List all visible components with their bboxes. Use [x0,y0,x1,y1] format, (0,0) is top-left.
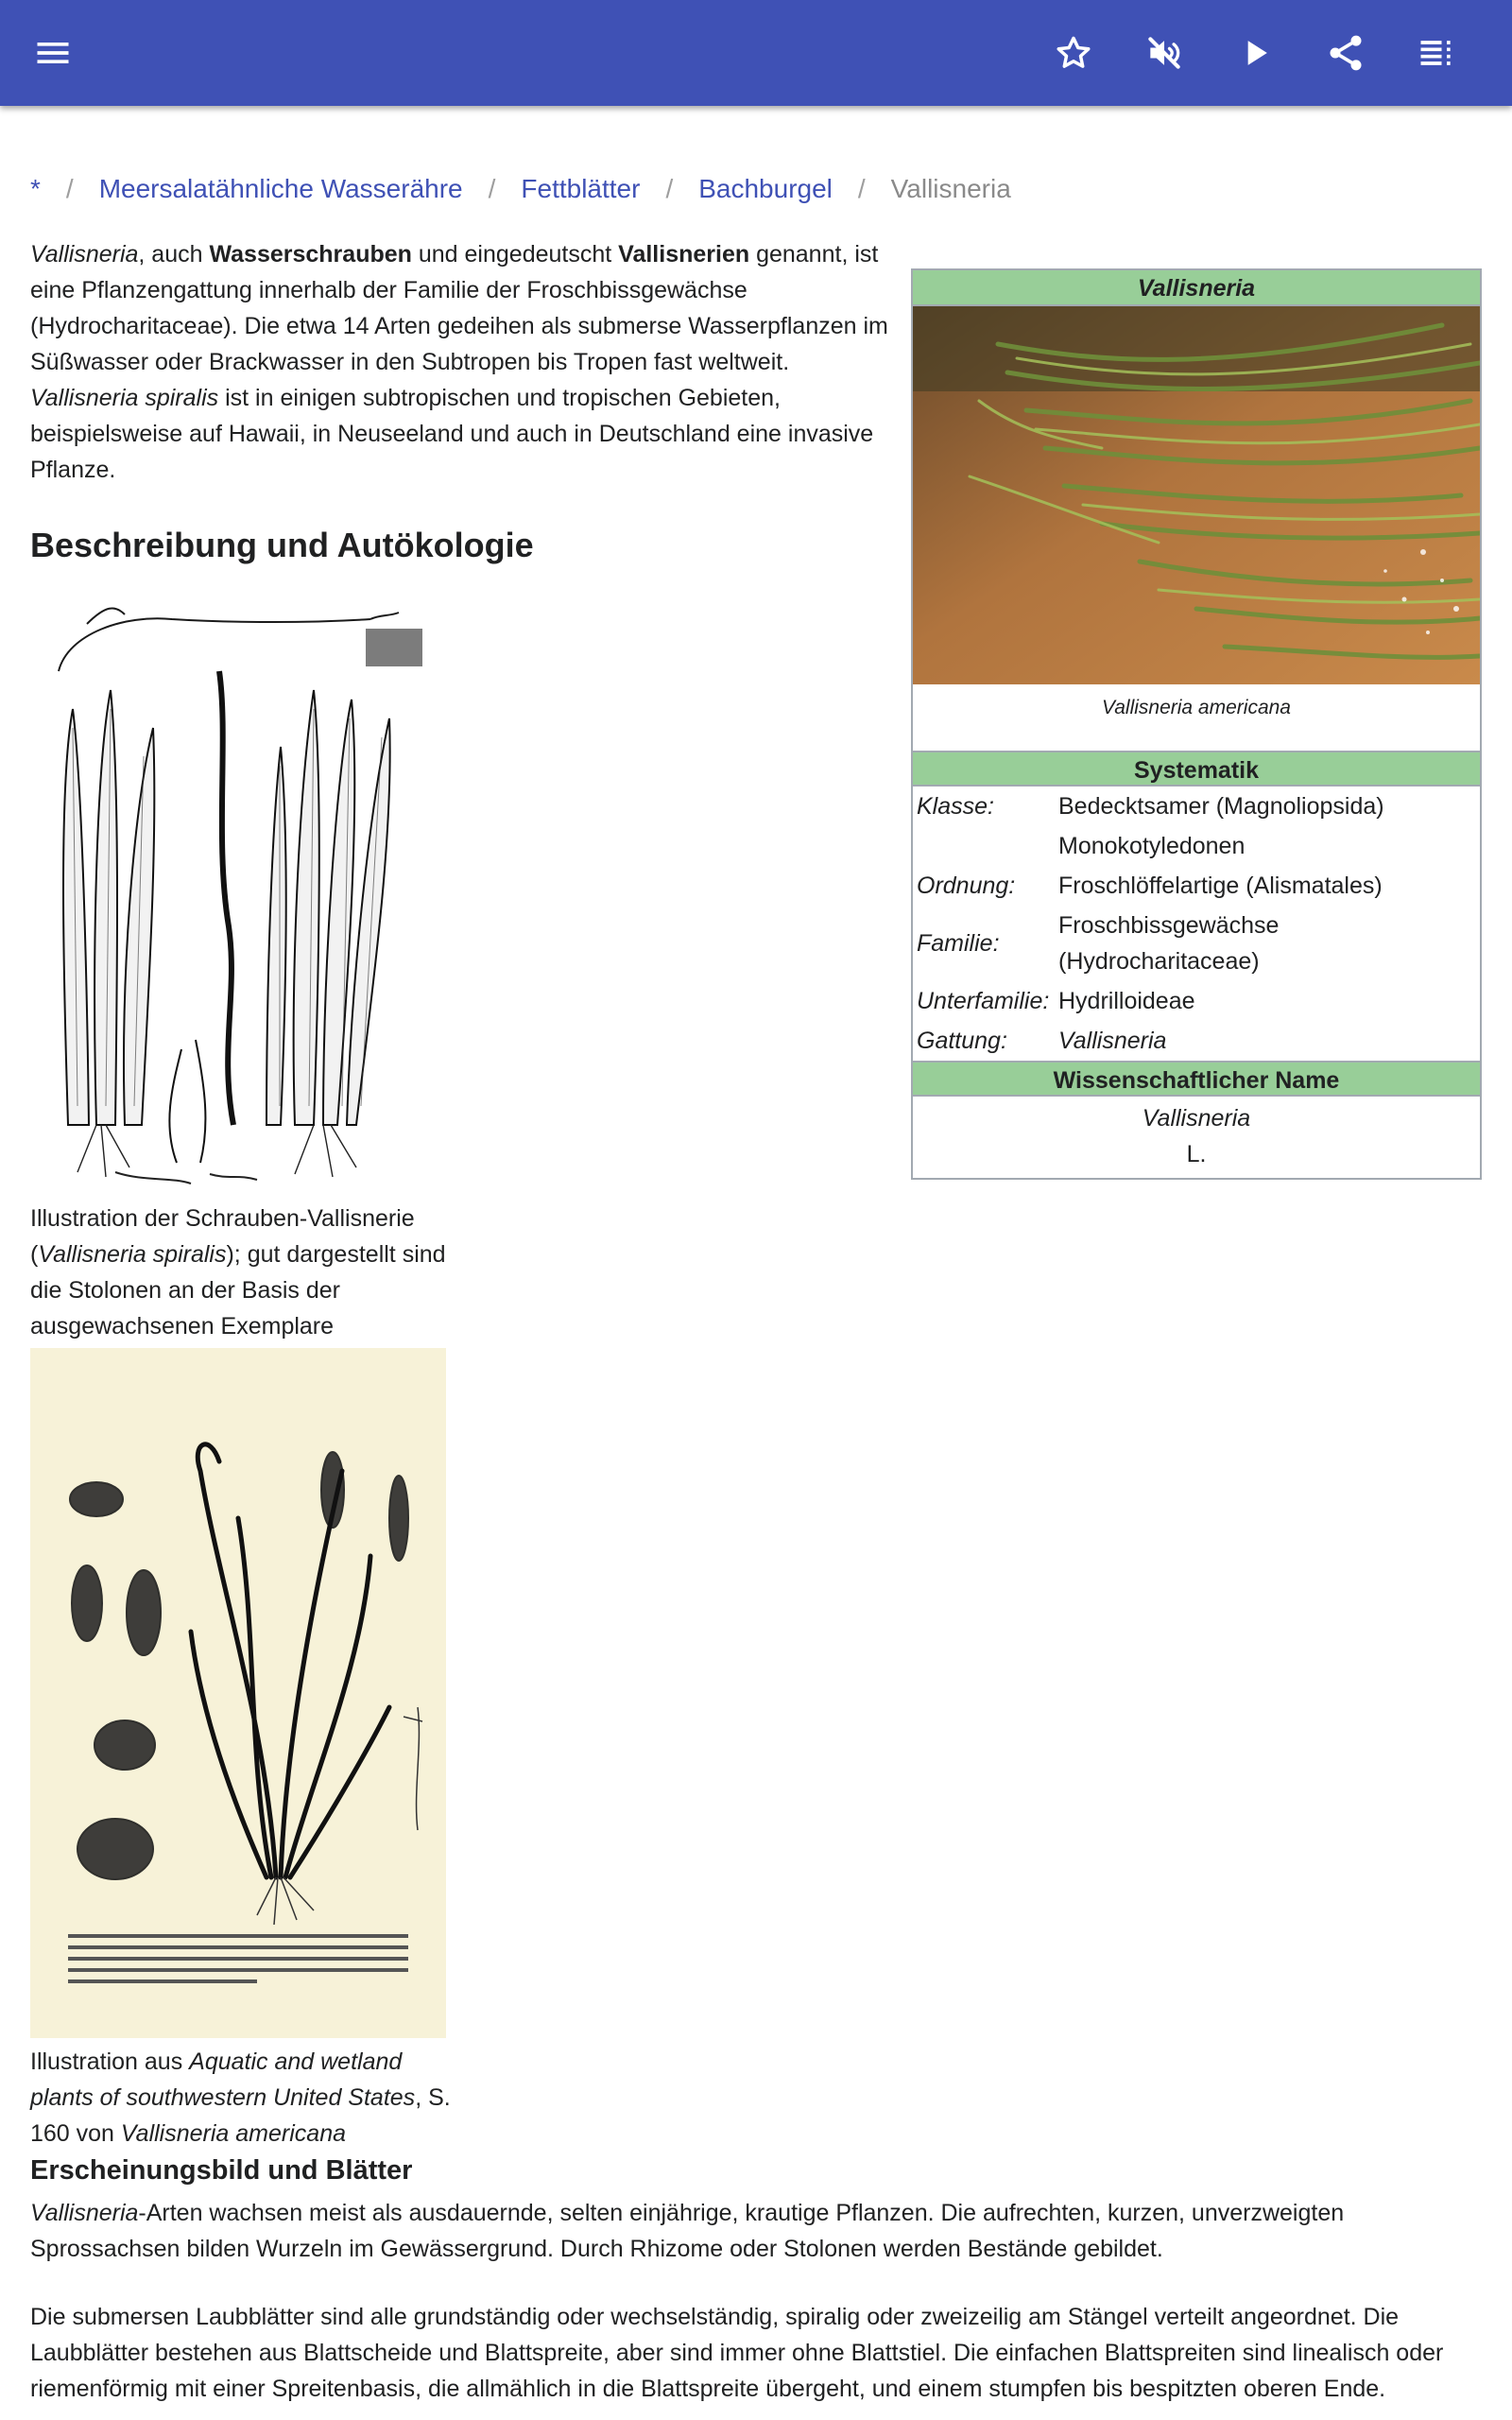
figure2-caption [30,2044,465,2152]
mute-button[interactable] [1138,26,1191,79]
intro-paragraph [30,236,890,488]
play-icon [1234,32,1276,74]
breadcrumb [30,170,1011,208]
scientific-author: L. [1186,1141,1207,1167]
subsection-heading: Erscheinungsbild und Blätter [30,2155,413,2186]
intro-text: ist in einigen subtropischen und tropischen Gebieten, beispielsweise auf Hawaii, in Neuseeland und auch in Deutschland eine invasive Pflanze. [30,385,874,483]
breadcrumb-separator: / [488,174,496,203]
taxonomy-rank [913,826,1055,866]
genus-name: Vallisneria [30,241,139,268]
common-name: Wasserschrauben [209,241,412,268]
scientific-name-text: Vallisneria [1142,1105,1251,1132]
taxonomy-table [913,786,1480,1061]
menu-button[interactable] [26,26,79,79]
taxonomy-value[interactable]: Monokotyledonen [1058,833,1246,859]
species-name: Vallisneria spiralis [30,385,219,411]
genus-name: Vallisneria [30,2200,139,2226]
taxonomy-row [913,786,1480,826]
scientific-name-header: Wissenschaftlicher Name [913,1061,1480,1097]
breadcrumb-home[interactable]: * [30,174,41,203]
star-outline-icon [1053,32,1094,74]
playlist-icon [1416,32,1457,74]
taxonomy-value[interactable]: Hydrilloideae [1058,988,1195,1014]
breadcrumb-item[interactable]: Meersalatähnliche Wasserähre [98,174,463,203]
breadcrumb-item[interactable]: Fettblätter [521,174,641,203]
intro-text: , auch [138,241,210,268]
breadcrumb-separator: / [857,174,866,203]
caption-book-title: Aquatic and wetland plants of southwestern United States [30,2048,416,2111]
volume-off-icon [1143,32,1185,74]
play-button[interactable] [1228,26,1281,79]
breadcrumb-separator: / [665,174,674,203]
taxonomy-value: Vallisneria [1058,1028,1167,1054]
breadcrumb-current: Vallisneria [890,174,1011,203]
taxonomy-value[interactable]: Froschlöffelartige (Alismatales) [1058,873,1383,899]
taxonomy-rank: Klasse: [917,793,994,820]
common-name: Vallisnerien [618,241,750,268]
paragraph-text: -Arten wachsen meist als ausdauernde, selten einjährige, krautige Pflanzen. Die aufrechten, kurzen, unverzweigten Sprossachsen bilden Wurzeln im Gewässergrund. Durch Rhizome oder Stolonen werden Bestände gebildet. [30,2200,1345,2262]
intro-text: und eingedeutscht [411,241,619,268]
americana-plate-illustration[interactable] [30,1348,446,2038]
caption-text: , S. 160 von [30,2084,451,2147]
taxonomy-value[interactable]: Froschbissgewächse (Hydrocharitaceae) [1058,912,1280,975]
favorite-button[interactable] [1047,26,1100,79]
taxobox-title-text: Vallisneria [1137,275,1256,302]
taxonomy-rank: Unterfamilie: [917,988,1050,1014]
figure1-caption [30,1201,446,1344]
taxonomy-rank: Familie: [917,930,1000,957]
taxonomy-rank: Ordnung: [917,873,1016,899]
caption-text: Illustration aus [30,2048,190,2075]
taxobox-title [913,270,1480,306]
spiralis-illustration[interactable] [30,596,446,1191]
menu-icon [32,32,74,74]
section-heading: Beschreibung und Autökologie [30,526,534,564]
photo-caption: Vallisneria americana [1102,697,1291,718]
share-button[interactable] [1319,26,1372,79]
taxonomy-row [913,1021,1480,1061]
caption-species: Vallisneria spiralis [38,1241,227,1268]
taxonomy-row [913,981,1480,1021]
share-icon [1325,32,1366,74]
systematik-header: Systematik [913,751,1480,786]
taxobox [911,268,1482,1180]
body-paragraph [30,2195,1482,2267]
app-bar [0,0,1512,106]
contents-button[interactable] [1410,26,1463,79]
breadcrumb-separator: / [65,174,74,203]
caption-text: Illustration der Schrauben-Vallisnerie ( [30,1205,415,1268]
taxonomy-rank: Gattung: [917,1028,1007,1054]
vallisneria-photo[interactable] [913,306,1480,684]
caption-species: Vallisneria americana [120,2120,346,2147]
taxonomy-row [913,826,1480,866]
intro-text: genannt, ist eine Pflanzengattung innerhalb der Familie der Froschbissgewächse (Hydrocharitaceae). Die etwa 14 Arten gedeihen als submerse Wasserpflanzen im Süßwasser oder Brackwasser in den Subtropen bis Tropen fast weltweit. [30,241,888,375]
caption-text: ); gut dargestellt sind die Stolonen an der Basis der ausgewachsenen Exemplare [30,1241,446,1340]
body-paragraph [30,2299,1482,2407]
scientific-name [913,1097,1480,1178]
taxonomy-row [913,866,1480,906]
taxonomy-row [913,906,1480,981]
taxonomy-value[interactable]: Bedecktsamer (Magnoliopsida) [1058,793,1384,820]
paragraph-text: Die submersen Laubblätter sind alle grundständig oder wechselständig, spiralig oder zweizeilig am Stängel verteilt angeordnet. Die Laubblätter bestehen aus Blattscheide und Blattspreite, aber sind immer ohne Blattstiel. Die einfachen Blattspreiten sind linealisch oder riemenförmig mit einer Spreitenbasis, die allmählich in die Blattspreite übergeht, und einem stumpfen bis bespitzten oberen Ende. [30,2304,1444,2402]
breadcrumb-item[interactable]: Bachburgel [698,174,833,203]
